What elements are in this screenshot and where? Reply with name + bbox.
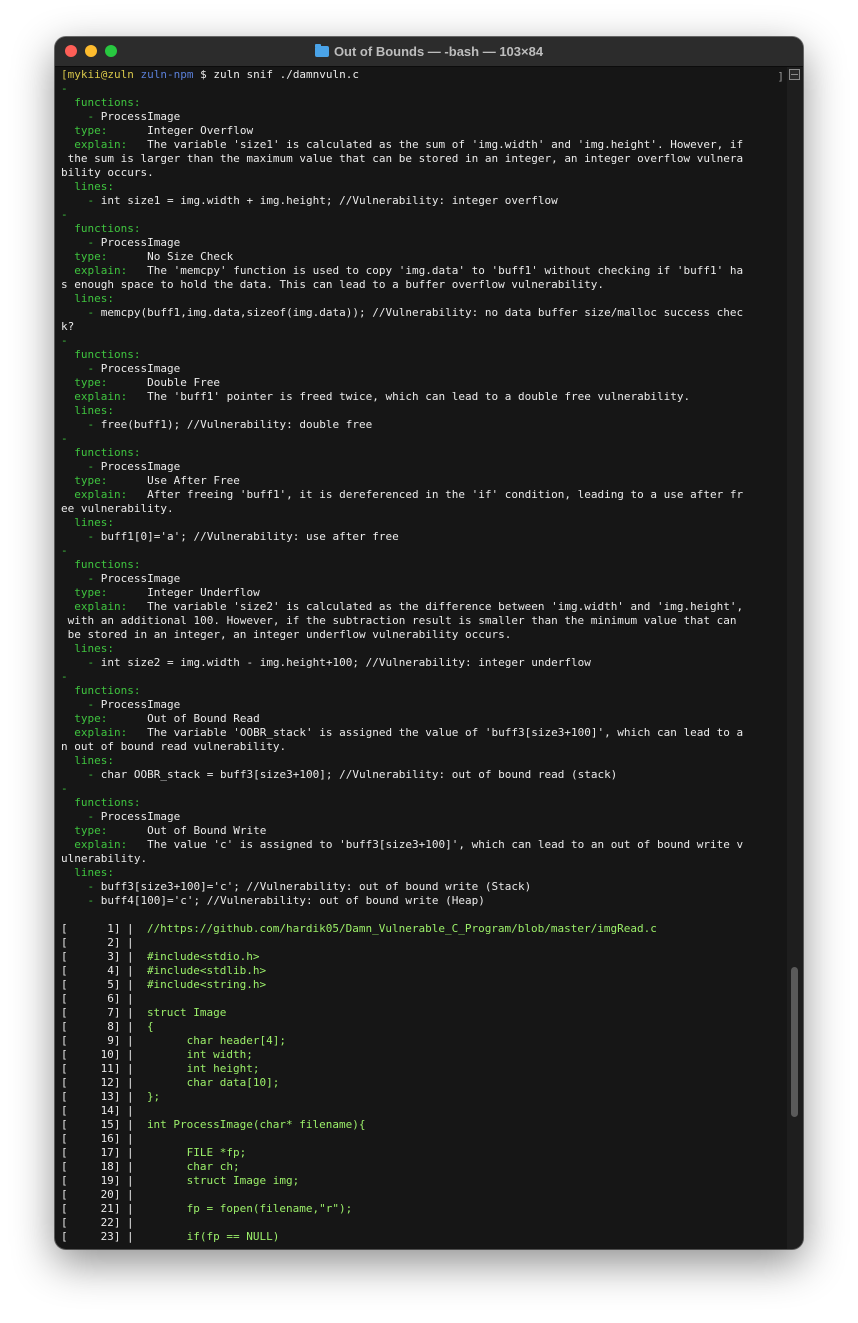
source-line: [ 14] | xyxy=(61,1104,147,1117)
split-pane-icon[interactable] xyxy=(789,69,800,80)
source-code: if(fp == NULL) xyxy=(146,1230,280,1243)
dash-marker: - xyxy=(61,82,68,95)
type-label: type: xyxy=(74,250,108,263)
line-number: 22 xyxy=(100,1216,114,1229)
explain-line xyxy=(61,278,781,292)
code-reference: int size1 = img.width + img.height; //Vulnerability: integer overflow xyxy=(100,194,558,207)
explain-text: The variable 'size1' is calculated as the sum of 'img.width' and 'img.height'. However, if xyxy=(147,138,744,151)
vulnerability-type: Use After Free xyxy=(147,474,240,487)
lines-header xyxy=(61,516,781,530)
line-number: 19 xyxy=(100,1174,114,1187)
line-number: 16 xyxy=(100,1132,114,1145)
source-code: char ch; xyxy=(146,1160,240,1173)
explain-text: s enough space to hold the data. This can lead to a buffer overflow vulnerability. xyxy=(61,278,605,291)
dash-marker: - xyxy=(61,208,68,221)
type-line xyxy=(61,376,781,390)
function-name: ProcessImage xyxy=(100,572,181,585)
source-line: [ 18] | char ch; xyxy=(61,1160,240,1173)
code-reference: int size2 = img.width - img.height+100; //Vulnerability: integer underflow xyxy=(100,656,591,669)
source-code: { xyxy=(146,1020,154,1033)
explain-line xyxy=(61,152,781,166)
line-number: 1 xyxy=(107,922,114,935)
source-code: int ProcessImage(char* filename){ xyxy=(146,1118,366,1131)
source-code: FILE *fp; xyxy=(146,1146,247,1159)
source-line: [ 23] | if(fp == NULL) xyxy=(61,1230,280,1243)
code-reference-line: - buff4[100]='c'; //Vulnerability: out of bound write (Heap) xyxy=(87,894,485,907)
finding-separator xyxy=(61,82,781,96)
lines-header xyxy=(61,754,781,768)
functions-label: functions: xyxy=(74,558,141,571)
source-line: [ 19] | struct Image img; xyxy=(61,1174,300,1187)
prompt-open-bracket: [ xyxy=(61,68,68,81)
blank-line xyxy=(61,908,781,922)
finding-separator xyxy=(61,432,781,446)
source-line: [ 6] | xyxy=(61,992,147,1005)
code-reference: buff4[100]='c'; //Vulnerability: out of bound write (Heap) xyxy=(100,894,485,907)
source-code: #include<string.h> xyxy=(146,978,267,991)
code-reference-line: - int size1 = img.width + img.height; //Vulnerability: integer overflow xyxy=(87,194,558,207)
source-code: #include<stdio.h> xyxy=(146,950,260,963)
source-code: char header[4]; xyxy=(146,1034,287,1047)
code-reference-line: - int size2 = img.width - img.height+100; //Vulnerability: integer underflow xyxy=(87,656,591,669)
type-label: type: xyxy=(74,474,108,487)
lines-label: lines: xyxy=(74,292,114,305)
prompt-directory: zuln-npm xyxy=(140,68,194,81)
functions-label: functions: xyxy=(74,796,141,809)
source-line: [ 8] | { xyxy=(61,1020,154,1033)
line-number: 2 xyxy=(107,936,114,949)
explain-line xyxy=(61,264,781,278)
code-reference: buff3[size3+100]='c'; //Vulnerability: out of bound write (Stack) xyxy=(100,880,532,893)
finding-separator xyxy=(61,544,781,558)
code-reference-line: - buff3[size3+100]='c'; //Vulnerability: out of bound write (Stack) xyxy=(87,880,532,893)
source-code: int height; xyxy=(146,1062,260,1075)
source-code: char data[10]; xyxy=(146,1076,280,1089)
lines-label: lines: xyxy=(74,642,114,655)
source-code: #include<stdlib.h> xyxy=(146,964,267,977)
function-name: ProcessImage xyxy=(100,460,181,473)
functions-line xyxy=(61,796,781,810)
type-line xyxy=(61,712,781,726)
line-number: 11 xyxy=(100,1062,114,1075)
line-number: 17 xyxy=(100,1146,114,1159)
source-line: [ 10] | int width; xyxy=(61,1048,253,1061)
line-number: 6 xyxy=(107,992,114,1005)
type-line xyxy=(61,586,781,600)
source-line: [ 17] | FILE *fp; xyxy=(61,1146,247,1159)
function-name: ProcessImage xyxy=(100,236,181,249)
explain-line xyxy=(61,628,781,642)
line-number: 9 xyxy=(107,1034,114,1047)
source-line: [ 22] | xyxy=(61,1216,147,1229)
explain-text: After freeing 'buff1', it is dereferenced in the 'if' condition, leading to a use after fr xyxy=(147,488,744,501)
source-code: }; xyxy=(146,1090,161,1103)
explain-text: the sum is larger than the maximum value that can be stored in an integer, an integer overflow vulnera xyxy=(61,152,744,165)
source-code: int width; xyxy=(146,1048,253,1061)
window-title xyxy=(55,37,803,66)
source-code: struct Image xyxy=(146,1006,227,1019)
functions-line xyxy=(61,96,781,110)
source-code: //https://github.com/hardik05/Damn_Vulnerable_C_Program/blob/master/imgRead.c xyxy=(146,922,657,935)
lines-label: lines: xyxy=(74,516,114,529)
explain-line xyxy=(61,166,781,180)
explain-text: be stored in an integer, an integer underflow vulnerability occurs. xyxy=(61,628,512,641)
dash-marker: - xyxy=(61,670,68,683)
functions-line xyxy=(61,222,781,236)
explain-line xyxy=(61,600,781,614)
line-number: 23 xyxy=(100,1230,114,1243)
explain-line xyxy=(61,502,781,516)
explain-line xyxy=(61,726,781,740)
function-name: ProcessImage xyxy=(100,362,181,375)
vulnerability-type: Integer Overflow xyxy=(147,124,254,137)
explain-text: The variable 'OOBR_stack' is assigned the value of 'buff3[size3+100]', which can lead to a xyxy=(147,726,744,739)
functions-label: functions: xyxy=(74,96,141,109)
code-reference: memcpy(buff1,img.data,sizeof(img.data)); //Vulnerability: no data buffer size/malloc success chec xyxy=(100,306,744,319)
lines-header xyxy=(61,866,781,880)
line-number: 10 xyxy=(100,1048,114,1061)
line-number: 3 xyxy=(107,950,114,963)
explain-text: ee vulnerability. xyxy=(61,502,174,515)
prompt-user: mykii@zuln xyxy=(67,68,134,81)
functions-label: functions: xyxy=(74,222,141,235)
function-name: ProcessImage xyxy=(100,110,181,123)
lines-label: lines: xyxy=(74,866,114,879)
title-bar[interactable] xyxy=(55,37,803,67)
code-reference-line: - buff1[0]='a'; //Vulnerability: use after free xyxy=(87,530,399,543)
explain-text: n out of bound read vulnerability. xyxy=(61,740,287,753)
function-name-line: - ProcessImage xyxy=(87,362,181,375)
code-reference-line: - free(buff1); //Vulnerability: double free xyxy=(87,418,373,431)
line-number: 14 xyxy=(100,1104,114,1117)
line-number: 4 xyxy=(107,964,114,977)
code-reference: free(buff1); //Vulnerability: double free xyxy=(100,418,373,431)
source-line: [ 20] | xyxy=(61,1188,147,1201)
source-line: [ 4] | #include<stdlib.h> xyxy=(61,964,267,977)
dash-marker: - xyxy=(61,334,68,347)
explain-text: with an additional 100. However, if the subtraction result is smaller than the minimum value that can xyxy=(61,614,737,627)
type-line xyxy=(61,124,781,138)
scrollbar-track[interactable] xyxy=(787,67,803,1249)
function-name-line: - ProcessImage xyxy=(87,698,181,711)
lines-label: lines: xyxy=(74,754,114,767)
explain-line xyxy=(61,138,781,152)
terminal-window xyxy=(55,37,803,1249)
lines-label: lines: xyxy=(74,180,114,193)
right-bracket: ] xyxy=(777,70,784,83)
source-line: [ 16] | xyxy=(61,1132,147,1145)
finding-separator xyxy=(61,334,781,348)
functions-label: functions: xyxy=(74,684,141,697)
vulnerability-type: Double Free xyxy=(147,376,220,389)
explain-line xyxy=(61,838,781,852)
explain-text: The variable 'size2' is calculated as the difference between 'img.width' and 'img.height', xyxy=(147,600,744,613)
line-number: 5 xyxy=(107,978,114,991)
folder-icon xyxy=(315,46,329,57)
vulnerability-type: Integer Underflow xyxy=(147,586,260,599)
function-name-line: - ProcessImage xyxy=(87,572,181,585)
explain-line xyxy=(61,614,781,628)
prompt-symbol: $ xyxy=(200,68,207,81)
lines-header xyxy=(61,292,781,306)
dash-marker: - xyxy=(61,544,68,557)
line-number: 8 xyxy=(107,1020,114,1033)
code-reference: buff1[0]='a'; //Vulnerability: use after free xyxy=(100,530,399,543)
window-title-text: Out of Bounds — -bash — 103×84 xyxy=(333,44,544,59)
type-line xyxy=(61,250,781,264)
explain-label: explain: xyxy=(74,600,128,613)
dash-marker: - xyxy=(61,782,68,795)
line-number: 21 xyxy=(100,1202,114,1215)
explain-label: explain: xyxy=(74,488,128,501)
terminal-output[interactable] xyxy=(61,68,781,1248)
finding-separator xyxy=(61,782,781,796)
explain-line xyxy=(61,740,781,754)
finding-separator xyxy=(61,670,781,684)
source-line: [ 2] | xyxy=(61,936,147,949)
line-number: 20 xyxy=(100,1188,114,1201)
line-number: 18 xyxy=(100,1160,114,1173)
type-label: type: xyxy=(74,376,108,389)
vulnerability-type: No Size Check xyxy=(147,250,234,263)
explain-label: explain: xyxy=(74,138,128,151)
function-name-line: - ProcessImage xyxy=(87,810,181,823)
line-number: 13 xyxy=(100,1090,114,1103)
explain-text: The 'buff1' pointer is freed twice, which can lead to a double free vulnerability. xyxy=(147,390,691,403)
explain-label: explain: xyxy=(74,726,128,739)
scrollbar-thumb[interactable] xyxy=(791,967,798,1117)
prompt-line xyxy=(61,68,781,82)
source-line: [ 11] | int height; xyxy=(61,1062,260,1075)
prompt-command: zuln snif ./damnvuln.c xyxy=(213,68,360,81)
vulnerability-type: Out of Bound Write xyxy=(147,824,267,837)
code-reference-line: - char OOBR_stack = buff3[size3+100]; //Vulnerability: out of bound read (stack) xyxy=(87,768,618,781)
line-number: 7 xyxy=(107,1006,114,1019)
code-reference: char OOBR_stack = buff3[size3+100]; //Vulnerability: out of bound read (stack) xyxy=(100,768,618,781)
vulnerability-type: Out of Bound Read xyxy=(147,712,260,725)
functions-label: functions: xyxy=(74,446,141,459)
type-line xyxy=(61,474,781,488)
explain-text: ulnerability. xyxy=(61,852,148,865)
source-line: [ 15] | int ProcessImage(char* filename){ xyxy=(61,1118,366,1131)
lines-label: lines: xyxy=(74,404,114,417)
function-name: ProcessImage xyxy=(100,698,181,711)
type-label: type: xyxy=(74,824,108,837)
explain-label: explain: xyxy=(74,264,128,277)
source-line: [ 12] | char data[10]; xyxy=(61,1076,280,1089)
explain-label: explain: xyxy=(74,390,128,403)
functions-line xyxy=(61,348,781,362)
function-name: ProcessImage xyxy=(100,810,181,823)
explain-label: explain: xyxy=(74,838,128,851)
line-number: 15 xyxy=(100,1118,114,1131)
source-line: [ 13] | }; xyxy=(61,1090,161,1103)
source-line: [ 21] | fp = fopen(filename,"r"); xyxy=(61,1202,353,1215)
source-line: [ 9] | char header[4]; xyxy=(61,1034,287,1047)
functions-line xyxy=(61,684,781,698)
source-line: [ 5] | #include<string.h> xyxy=(61,978,267,991)
lines-header xyxy=(61,180,781,194)
explain-text: bility occurs. xyxy=(61,166,154,179)
functions-label: functions: xyxy=(74,348,141,361)
functions-line xyxy=(61,446,781,460)
dash-marker: - xyxy=(61,432,68,445)
type-label: type: xyxy=(74,712,108,725)
source-line: [ 7] | struct Image xyxy=(61,1006,227,1019)
function-name-line: - ProcessImage xyxy=(87,110,181,123)
source-line: [ 1] | //https://github.com/hardik05/Damn_Vulnerable_C_Program/blob/master/imgRead.c xyxy=(61,922,657,935)
code-reference: k? xyxy=(61,320,75,333)
type-label: type: xyxy=(74,124,108,137)
explain-line xyxy=(61,390,781,404)
explain-line xyxy=(61,488,781,502)
code-reference-line xyxy=(61,320,781,334)
line-number: 12 xyxy=(100,1076,114,1089)
lines-header xyxy=(61,642,781,656)
finding-separator xyxy=(61,208,781,222)
source-line: [ 3] | #include<stdio.h> xyxy=(61,950,260,963)
function-name-line: - ProcessImage xyxy=(87,236,181,249)
code-reference-line: - memcpy(buff1,img.data,sizeof(img.data)); //Vulnerability: no data buffer size/malloc success chec xyxy=(87,306,744,319)
explain-line xyxy=(61,852,781,866)
source-code: fp = fopen(filename,"r"); xyxy=(146,1202,353,1215)
function-name-line: - ProcessImage xyxy=(87,460,181,473)
source-code: struct Image img; xyxy=(146,1174,300,1187)
explain-text: The 'memcpy' function is used to copy 'img.data' to 'buff1' without checking if 'buff1' ha xyxy=(147,264,744,277)
explain-text: The value 'c' is assigned to 'buff3[size3+100]', which can lead to an out of bound write v xyxy=(147,838,744,851)
functions-line xyxy=(61,558,781,572)
lines-header xyxy=(61,404,781,418)
type-line xyxy=(61,824,781,838)
type-label: type: xyxy=(74,586,108,599)
